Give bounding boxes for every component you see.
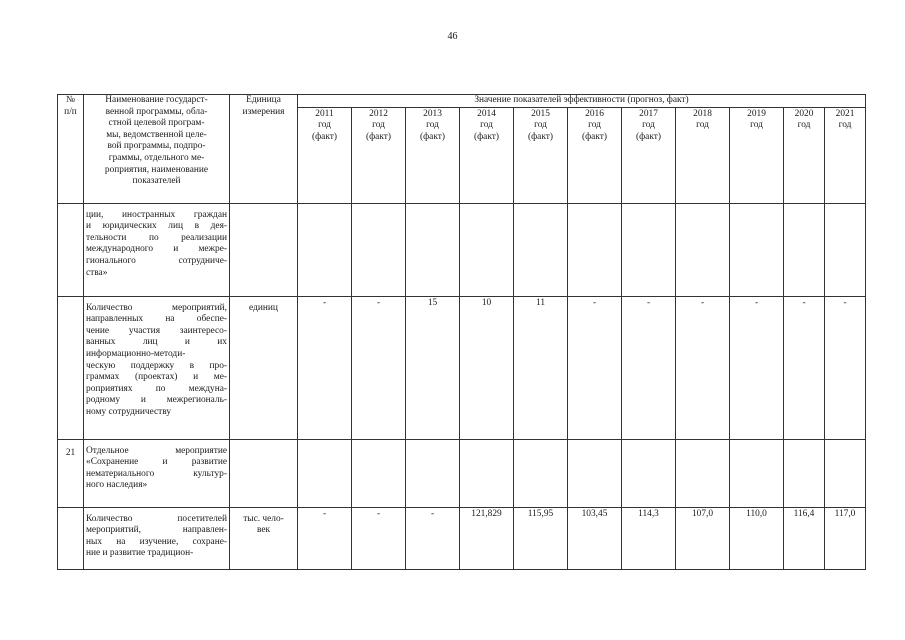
year-header-word: год: [696, 120, 709, 131]
text-line: международного и межре-: [86, 244, 227, 255]
text-line: ции, иностранных граждан: [86, 209, 227, 220]
text-line: показателей: [132, 176, 181, 187]
text-line: ному сотрудничеству: [86, 406, 172, 417]
value-cell-2020: [784, 439, 825, 507]
value-cell-2018: -: [676, 296, 730, 439]
value-cell-2019: -: [730, 296, 784, 439]
value-cell-2013: [406, 439, 460, 507]
year-header-2014: [460, 107, 514, 203]
value-cell-2021: [825, 203, 866, 296]
text-line: Количество посетителей: [86, 513, 227, 524]
year-header-2013: [406, 107, 460, 203]
text-line: ческую поддержку в про-: [86, 360, 227, 371]
row-number: [58, 507, 84, 569]
value-cell-2021: [825, 439, 866, 507]
text-line: информационно-методи-: [86, 348, 186, 359]
text-line: мы, ведомственной целе-: [106, 129, 207, 140]
text-line: тельности по реализации: [86, 232, 227, 243]
value-cell-2019: 110,0: [730, 507, 784, 569]
value-cell-2016: [568, 439, 622, 507]
row-number: 21: [58, 439, 84, 507]
value-cell-2011: -: [298, 507, 352, 569]
year-header-word: год: [372, 120, 385, 131]
value-cell-2020: 116,4: [784, 507, 825, 569]
value-cell-2021: 117,0: [825, 507, 866, 569]
value-cell-2015: 115,95: [514, 507, 568, 569]
year-header-2012: [352, 107, 406, 203]
text-line: стной целевой програм-: [108, 118, 205, 129]
value-cell-2014: 121,829: [460, 507, 514, 569]
year-header-year: 2021: [835, 108, 855, 119]
year-header-note: (факт): [311, 131, 337, 142]
value-cell-2012: -: [352, 507, 406, 569]
text-line: роприятиях по междуна-: [86, 383, 227, 394]
table-row: [58, 203, 866, 296]
value-cell-2018: [676, 439, 730, 507]
year-header-year: 2019: [747, 108, 766, 119]
value-cell-2015: 11: [514, 296, 568, 439]
text-line: роприятия, наименование: [104, 164, 209, 175]
text-line: Количество мероприятий,: [86, 302, 227, 313]
year-header-2020: [784, 107, 825, 203]
year-header-2016: [568, 107, 622, 203]
text-line: ства»: [86, 267, 108, 278]
text-line: ного наследия»: [86, 480, 148, 491]
value-cell-2014: 10: [460, 296, 514, 439]
year-header-2011: [298, 107, 352, 203]
value-cell-2012: [352, 203, 406, 296]
value-cell-2019: [730, 439, 784, 507]
value-cell-2012: [352, 439, 406, 507]
year-header-note: (факт): [527, 131, 553, 142]
year-header-word: год: [750, 120, 763, 131]
text-line: чение участия заинтересо-: [86, 325, 227, 336]
year-header-2018: [676, 107, 730, 203]
header-num: [58, 95, 84, 204]
year-header-note: (факт): [419, 131, 445, 142]
efficiency-indicators-table: [57, 94, 866, 570]
value-cell-2017: [622, 439, 676, 507]
value-cell-2013: -: [406, 507, 460, 569]
year-header-word: год: [838, 120, 852, 131]
year-header-note: (факт): [473, 131, 499, 142]
year-header-year: 2015: [531, 108, 550, 119]
text-line: Наименование государст-: [105, 95, 208, 105]
value-cell-2013: [406, 203, 460, 296]
value-cell-2016: -: [568, 296, 622, 439]
text-line: Единица: [246, 95, 281, 105]
year-header-year: 2017: [639, 108, 658, 119]
year-header-2017: [622, 107, 676, 203]
value-cell-2016: 103,45: [568, 507, 622, 569]
header-unit: [230, 95, 298, 204]
text-line: родному и межрегиональ-: [86, 395, 227, 406]
indicator-name: [84, 203, 230, 296]
text-line: нематериального культур-: [86, 468, 227, 479]
year-header-2015: [514, 107, 568, 203]
year-header-2021: [825, 107, 866, 203]
unit-of-measure: [230, 203, 298, 296]
year-header-year: 2018: [693, 108, 712, 119]
value-cell-2019: [730, 203, 784, 296]
value-cell-2011: [298, 439, 352, 507]
table-row: [58, 296, 866, 439]
year-header-year: 2016: [585, 108, 604, 119]
unit-of-measure: единиц: [230, 296, 298, 439]
indicator-name: [84, 507, 230, 569]
value-cell-2015: [514, 203, 568, 296]
text-line: Отдельное мероприятие: [86, 445, 227, 456]
year-header-note: (факт): [365, 131, 391, 142]
value-cell-2015: [514, 439, 568, 507]
value-cell-2011: -: [298, 296, 352, 439]
text-line: ние и развитие традицион-: [86, 548, 194, 559]
year-header-year: 2020: [794, 108, 814, 119]
value-cell-2011: [298, 203, 352, 296]
value-cell-2014: [460, 203, 514, 296]
year-header-word: год: [642, 120, 655, 131]
text-line: и юридических лиц в дея-: [86, 221, 227, 232]
text-line: «Сохранение и развитие: [86, 457, 227, 468]
unit-of-measure: [230, 439, 298, 507]
value-cell-2016: [568, 203, 622, 296]
year-header-note: (факт): [635, 131, 661, 142]
table-row: [58, 507, 866, 569]
year-header-year: 2013: [423, 108, 442, 119]
text-line: гионального сотрудниче-: [86, 255, 227, 266]
text-line: ных на изучение, сохране-: [86, 536, 227, 547]
year-header-word: год: [797, 120, 811, 131]
year-header-note: (факт): [581, 131, 607, 142]
value-cell-2017: -: [622, 296, 676, 439]
value-cell-2017: 114,3: [622, 507, 676, 569]
text-line: направленных на обеспе-: [86, 314, 227, 325]
value-cell-2020: [784, 203, 825, 296]
text-line: п/п: [64, 106, 77, 117]
year-header-word: год: [318, 120, 331, 131]
header-values-title: Значение показателей эффективности (прогноз, факт): [298, 95, 866, 108]
year-header-word: год: [534, 120, 547, 131]
value-cell-2017: [622, 203, 676, 296]
value-cell-2018: [676, 203, 730, 296]
header-name: [84, 95, 230, 204]
value-cell-2020: -: [784, 296, 825, 439]
text-line: венной программы, обла-: [105, 106, 208, 117]
table-row: [58, 439, 866, 507]
year-header-word: год: [480, 120, 493, 131]
year-header-2019: [730, 107, 784, 203]
value-cell-2013: 15: [406, 296, 460, 439]
text-line: измерения: [242, 106, 285, 117]
indicator-name: [84, 439, 230, 507]
year-header-year: 2014: [477, 108, 496, 119]
row-number: [58, 296, 84, 439]
indicator-name: [84, 296, 230, 439]
value-cell-2012: -: [352, 296, 406, 439]
text-line: ванных лиц и их: [86, 337, 227, 348]
year-header-word: год: [588, 120, 601, 131]
year-header-year: 2012: [369, 108, 388, 119]
year-header-word: год: [426, 120, 439, 131]
value-cell-2018: 107,0: [676, 507, 730, 569]
unit-of-measure: тыс. чело- век: [230, 507, 298, 569]
value-cell-2021: -: [825, 296, 866, 439]
row-number: [58, 203, 84, 296]
text-line: мероприятий, направлен-: [86, 525, 227, 536]
text-line: граммы, отдельного ме-: [108, 152, 205, 163]
text-line: граммах (проектах) и ме-: [86, 372, 227, 383]
text-line: №: [66, 95, 75, 105]
year-header-year: 2011: [315, 108, 334, 119]
value-cell-2014: [460, 439, 514, 507]
text-line: вой программы, подпро-: [107, 141, 206, 152]
page-number: 46: [447, 31, 458, 42]
